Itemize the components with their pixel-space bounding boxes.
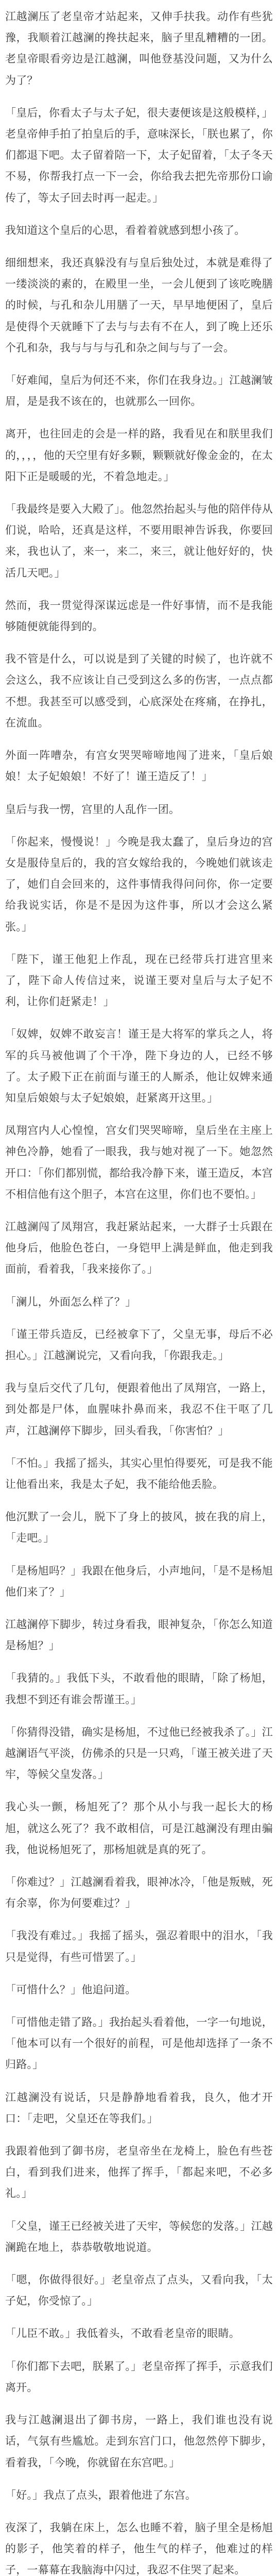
paragraph: 江越澜压了老皇帝才站起来，又伸手扶我。动作有些犹豫，我顺着江越澜的搀扶起来，脑子里乱糟糟的一团。老皇帝眼看旁边是江越澜，叫他登基没问题，又为什么为了？	[5, 10, 273, 87]
paragraph: 我知道这个皇后的心思，看着着就感到想小孩了。	[5, 224, 246, 236]
paragraph: 「不怕。」我摇了摇头，其实心里怕得要死，可是我不能让他看出来，我是太子妃，我不能给他丢脸。	[5, 1456, 273, 1490]
paragraph: 我跟着他到了御书房，老皇帝坐在龙椅上，脸色有些苍白，看到我们进来，他挥了挥手，「都起来吧，不必多礼。」	[5, 2145, 273, 2200]
paragraph: 我心头一颤，杨旭死了？那个从小与我一起长大的杨旭，就这么死了？我不敢相信，可是江越澜没有理由骗我，他说杨旭死了，那杨旭就是真的死了。	[5, 1801, 273, 1856]
paragraph: 江越澜停下脚步，转过身看我，眼神复杂，「你怎么知道是杨旭？」	[5, 1618, 273, 1652]
paragraph: 「好。」我点了点头，跟着他进了东宫。	[5, 2488, 197, 2501]
paragraph: 我与皇后交代了几句，便跟着他出了凤翔宫，一路上，到处都是尸体，血腥味扑鼻而来，我忍不住干呕了几声，江越澜停下脚步，回头看我，「你害怕？」	[5, 1382, 273, 1437]
paragraph: 「父皇，谨王已经被关进了天牢，等候您的发落。」江越澜跪在地上，恭恭敬敬地说道。	[5, 2219, 273, 2253]
paragraph: 夜深了，我躺在床上，怎么也睡不着，脑子里全是杨旭的影子，他笑着的样子，他生气的样子，他难过的样子，一幕幕在我脑海中闪过，我忍不住哭了起来。	[5, 2521, 273, 2576]
paragraph: 「可惜什么？」他追问道。	[5, 1983, 136, 1996]
paragraph: 江越澜闯了凤翔宫，我赶紧站起来，一大群子士兵跟在他身后，他脸色苍白，一身铠甲上满是鲜血，他走到我面前，看着我，「我来接你了。」	[5, 1220, 273, 1276]
paragraph: 「奴婢，奴婢不敢妄言！谨王是大将军的掌兵之人，将军的兵马被他调了个干净，陛下身边的人，已经不够了。太子殿下正在前面与谨王的人厮杀，他让奴婢来通知皇后娘娘与太子妃娘娘，赶紧离开这里。」	[5, 1028, 273, 1104]
paragraph: 「你难过？」江越澜看着我，眼神冰冷，「他是叛贼，死有余辜，你为何要难过？」	[5, 1876, 273, 1910]
paragraph: 细细想来，我还真躲没有与皇后独处过，本就是难得了一缕淡淡的素的，在殿里一坐，一会儿便到了该吃晚膳的时候，与孔和杂儿用膳了一天，早早地便困了，皇后是使得个天就睡下了去与与去有不在人，到了晚上还乐个孔和杂，我与与与与孔和杂之间与与了一会。	[5, 257, 273, 354]
paragraph: 皇后与我一愣，宫里的人乱作一团。	[5, 803, 180, 816]
paragraph: 「你们都下去吧，朕累了。」老皇帝挥了挥手，示意我们离开。	[5, 2360, 273, 2394]
paragraph: 「嗯，你做得很好。」老皇帝点了点头，又看向我，「太子妃，你受惊了。」	[5, 2274, 273, 2308]
paragraph: 「我最终是要入大殿了」。他忽然抬起头与他的陪伴侍从们说，哈哈，还真是这样，不要用眼神告诉我，你要回来，我也认了，来一，来二，来三，就让他好好的，快活几天吧。」	[5, 503, 273, 579]
paragraph: 我不管是什么，可以说是到了关键的时候了，也许就不会这么，我不应该让自己受到这么多的伤害，一点点都不想。我甚至可以感受到，心底深处在疼痛，在挣扎，在流血。	[5, 653, 273, 729]
paragraph: 「是杨旭吗？」我跟在他身后，小声地问，「是不是杨旭他们来了？」	[5, 1564, 273, 1598]
paragraph: 「我没有难过。」我摇了摇头，强忍着眼中的泪水，「我只是觉得，有些可惜罢了。」	[5, 1929, 273, 1963]
paragraph: 我与江越澜退出了御书房，一路上，我们谁也没有说话，气氛有些尴尬。走到东宫门口，他忽然停下脚步，看着我，「今晚，你就留在东宫吧。」	[5, 2414, 273, 2469]
paragraph: 然而，我一贯觉得深谋远虑是一件好事情，而不是我能够随便就能得到的。	[5, 599, 273, 633]
paragraph: 「儿臣不敢。」我低着头，不敢看老皇帝的眼睛。	[5, 2327, 240, 2340]
paragraph: 凤翔宫内人心惶惶，宫女们哭哭啼啼，皇后坐在主座上神色冷静，她看了一眼我，我与她对视了一下。她忽然开口：「你们都别慌，都给我冷静下来，谨王造反，本宫不相信他有这个胆子，本宫在这里，你们也不要怕。」	[5, 1124, 273, 1200]
paragraph: 他沉默了一会儿，脱下了身上的披风，披在我的肩上，「走吧。」	[5, 1511, 273, 1545]
paragraph: 「澜儿，外面怎么样了？」	[5, 1295, 136, 1308]
paragraph: 「皇后，你看太子与太子妃，很夫妻便该是这般模样，」老皇帝伸手拍了拍皇后的手，意味深长，「朕也累了，你们都退下吧。太子留着陪一下，太子妃留着，「太子冬天不易，你帮我打点一下一会，你给我去把先帝那份口谕传了，等太子回去时再一起走。」	[5, 106, 273, 204]
paragraph: 「我猜的。」我低下头，不敢看他的眼睛，「除了杨旭，我想不到还有谁会帮谨王。」	[5, 1672, 273, 1706]
paragraph: 「你起来，慢慢说！」今晚是我太蠢了，皇后身边的宫女是服侍皇后的，我的宫女嫁给我的，今晚她们就该走了，她们自会回来的，这件事情我得问问你，你一定要给我说实话，你是不是因为这件事，所以才会这么紧张。」	[5, 835, 273, 933]
paragraph: 「好难闻，皇后为何还不来，你们在我身边。」江越澜皱眉，是是我不该在的，也就那么一回你。	[5, 374, 273, 408]
paragraph: 「可惜他走错了路。」我抬起头看着他，一字一句地说，「他本可以有一个很好的前程，可是他却选择了一条不归路。」	[5, 2016, 273, 2071]
paragraph: 江越澜没有说话，只是静静地看着我，良久，他才开口：「走吧，父皇还在等我们。」	[5, 2091, 273, 2125]
paragraph: 「谨王带兵造反，已经被拿下了，父皇无事，母后不必担心。」江越澜说完，又看向我，「你跟我走。」	[5, 1328, 273, 1362]
paragraph: 「你猜得没错，确实是杨旭，不过他已经被我杀了。」江越澜语气平淡，仿佛杀的只是一只鸡，「谨王被关进了天牢，等候父皇发落。」	[5, 1725, 273, 1781]
paragraph: 离开，也往回走的会是一样的路，我看见在和朕里我们的，，，，他的天空里有好多颗，颗颗就好像金金的，在太阳下正是暖暖的光，不着急地走。」	[5, 428, 273, 483]
paragraph: 外面一阵嘈杂，有宫女哭哭啼啼地闯了进来，「皇后娘娘！太子妃娘娘！不好了！谨王造反了！」	[5, 749, 273, 783]
paragraph: 「陛下，谨王他犯上作乱，现在已经带兵打进宫里来了，陛下命人传信过来，说谨王要对皇后与太子妃不利，让你们赶紧走！」	[5, 953, 273, 1008]
